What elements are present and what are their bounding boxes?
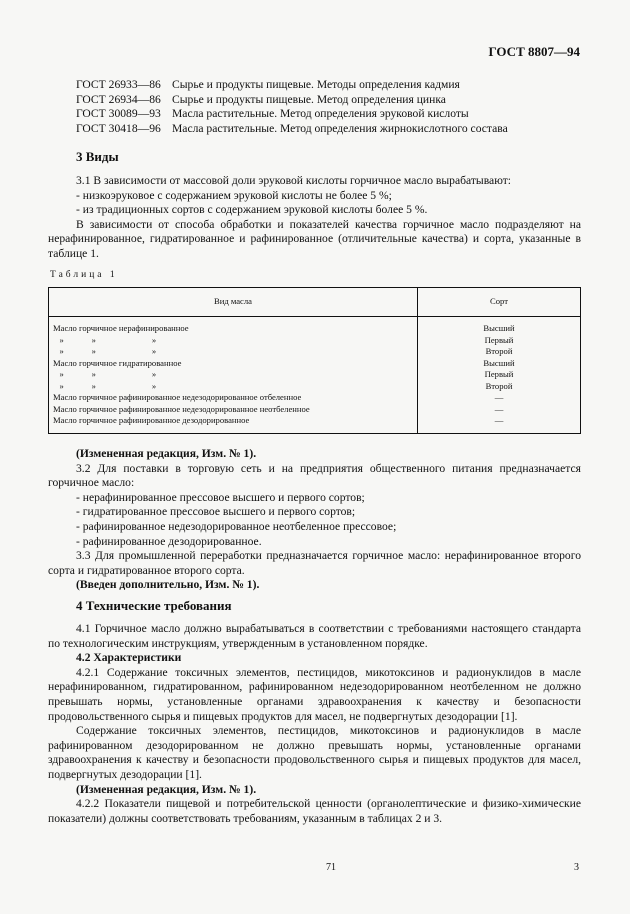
reference-title: Масла растительные. Метод определения жирнокислотного состава (172, 121, 508, 135)
table-row (49, 381, 581, 393)
cell-sort: — (418, 392, 581, 404)
paragraph-3-2: 3.2 Для поставки в торговую сеть и на предприятия общественного питания предназначается горчичное масло: (48, 461, 581, 490)
table-row (49, 317, 581, 335)
cell-kind: Масло горчичное гидратированное (49, 358, 418, 370)
paragraph-4-2-1: 4.2.1 Содержание токсичных элементов, пестицидов, микотоксинов и радионуклидов в масле нерафинированном, гидратированном, рафинированном недезодорированном неотбеленном не должно превышать нормы, установленные органами здравоохранения к качеству и безопасности продовольственного сырья и пищевых продуктов для масел, не подвергнутых дезодорации [1]. (48, 665, 581, 723)
cell-kind: » » » (49, 369, 418, 381)
cell-sort: — (418, 415, 581, 433)
after-table-body (48, 447, 581, 593)
section-3-body (48, 174, 581, 262)
paragraph-processing: В зависимости от способа обработки и показателей качества горчичное масло подразделяют на нерафинированное, гидратированное и рафинированное (отличительные качества) и сорта, указанные в таблице 1. (48, 217, 581, 260)
table-row (49, 358, 581, 370)
reference-item (76, 93, 508, 108)
reference-code: ГОСТ 26934—86 (76, 92, 161, 106)
page-number-center: 71 (326, 862, 336, 873)
cell-sort: Высший (418, 317, 581, 335)
table-1-caption: Таблица 1 (50, 270, 118, 280)
reference-title: Сырье и продукты пищевые. Метод определения цинка (172, 92, 446, 106)
column-header-kind: Вид масла (49, 288, 418, 317)
cell-sort: Первый (418, 369, 581, 381)
table-row (49, 415, 581, 433)
bullet-item: - рафинированное недезодорированное неотбеленное прессовое; (76, 519, 397, 533)
added-note: (Введен дополнительно, Изм. № 1). (76, 578, 260, 592)
paragraph-3-1: 3.1 В зависимости от массовой доли эруковой кислоты горчичное масло вырабатывают: (76, 174, 511, 187)
table-row (49, 346, 581, 358)
cell-sort: Высший (418, 358, 581, 370)
cell-sort: Второй (418, 346, 581, 358)
amendment-note: (Измененная редакция, Изм. № 1). (76, 782, 257, 796)
cell-sort: — (418, 404, 581, 416)
table-header-row (49, 288, 581, 317)
reference-code: ГОСТ 26933—86 (76, 78, 161, 91)
page-number-right: 3 (574, 862, 579, 873)
cell-kind: Масло горчичное рафинированное дезодорированное (49, 415, 418, 433)
paragraph-3-3: 3.3 Для промышленной переработки предназначается горчичное масло: нерафинированное второго сорта и гидратированное второго сорта. (48, 549, 581, 577)
cell-kind: Масло горчичное рафинированное недезодорированное отбеленное (49, 392, 418, 404)
bullet-item: - нерафинированное прессовое высшего и первого сортов; (76, 490, 365, 504)
paragraph-4-2-1-continued: Содержание токсичных элементов, пестицидов, микотоксинов и радионуклидов в масле рафинированном дезодорированном не должно превышать нормы, установленные органами здравоохранения к качеству и безопасности продовольственного сырья и пищевых продуктов для масел, подвергнутых дезодорации [1]. (48, 724, 581, 781)
reference-item (76, 78, 508, 93)
table-row (49, 369, 581, 381)
cell-kind: » » » (49, 346, 418, 358)
cell-kind: » » » (49, 335, 418, 347)
reference-item (76, 107, 508, 122)
bullet-item: - рафинированное дезодорированное. (76, 534, 262, 548)
paragraph-4-2-2: 4.2.2 Показатели пищевой и потребительской ценности (органолептические и физико-химические показатели) должны соответствовать требованиям, указанным в таблицах 2 и 3. (48, 797, 581, 825)
column-header-sort: Сорт (418, 288, 581, 317)
bullet-item: - гидратированное прессовое высшего и первого сортов; (76, 505, 356, 519)
subheading-4-2: 4.2 Характеристики (76, 651, 182, 665)
cell-sort: Первый (418, 335, 581, 347)
table-1 (48, 287, 581, 434)
section-4-heading: 4 Технические требования (76, 598, 232, 613)
table-row (49, 335, 581, 347)
section-4-body (48, 622, 581, 826)
table-row (49, 404, 581, 416)
references-list (76, 78, 508, 136)
section-3-heading: 3 Виды (76, 149, 119, 164)
cell-kind: Масло горчичное нерафинированное (49, 317, 418, 335)
cell-kind: Масло горчичное рафинированное недезодорированное неотбеленное (49, 404, 418, 416)
cell-sort: Второй (418, 381, 581, 393)
standard-code-header: ГОСТ 8807—94 (488, 44, 580, 59)
bullet-traditional: - из традиционных сортов с содержанием эруковой кислоты более 5 %. (76, 203, 428, 217)
reference-code: ГОСТ 30089—93 (76, 107, 161, 121)
table-row (49, 392, 581, 404)
paragraph-4-1: 4.1 Горчичное масло должно вырабатываться в соответствии с требованиями настоящего стандарта по технологическим инструкциям, утвержденным в установленном порядке. (48, 622, 581, 650)
cell-kind: » » » (49, 381, 418, 393)
bullet-low-erucic: - низкоэруковое с содержанием эруковой кислоты не более 5 %; (76, 188, 392, 202)
reference-title: Масла растительные. Метод определения эруковой кислоты (172, 107, 469, 121)
reference-item (76, 122, 508, 137)
reference-title: Сырье и продукты пищевые. Методы определения кадмия (172, 78, 460, 91)
amendment-note: (Измененная редакция, Изм. № 1). (76, 447, 257, 460)
reference-code: ГОСТ 30418—96 (76, 121, 161, 135)
